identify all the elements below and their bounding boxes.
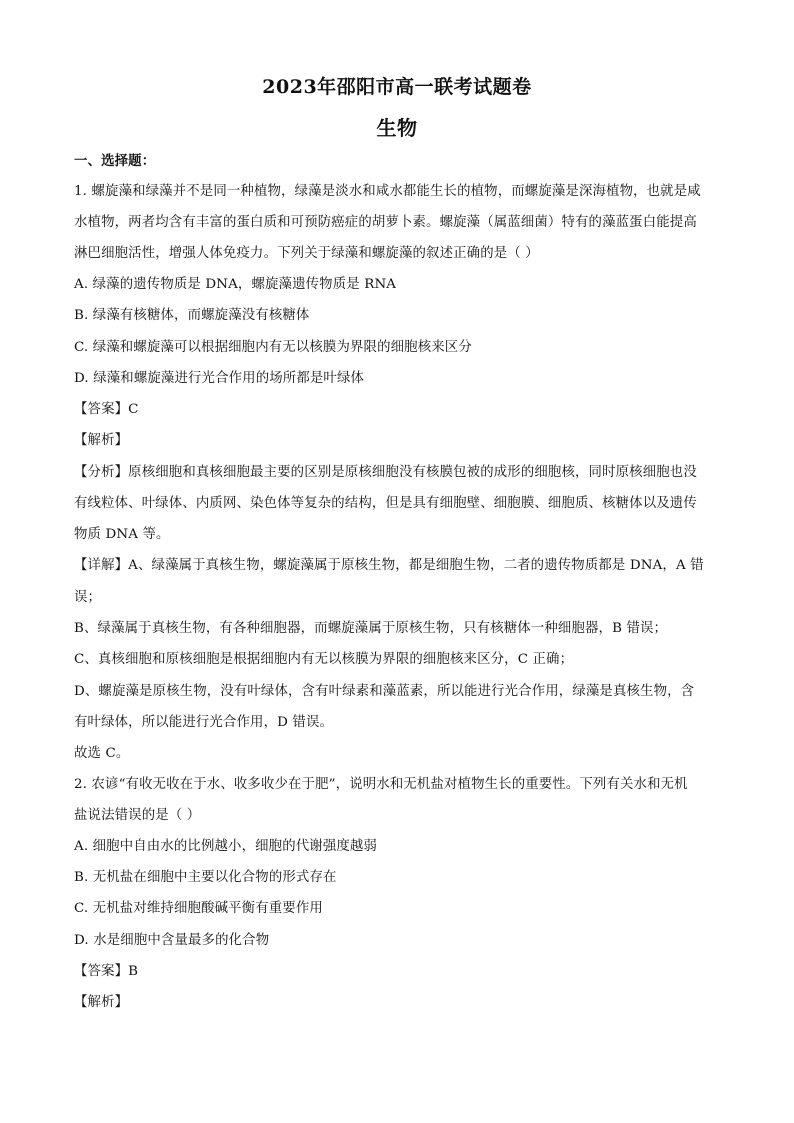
q2-analysis-label: 【解析】 bbox=[74, 995, 129, 1010]
q2-stem-line-1: 2. 农谚“有收无收在于水、收多收少在于肥”，说明水和无机盐对植物生长的重要性。下列有关水和无机 bbox=[74, 777, 688, 792]
exam-title: 2023年邵阳市高一联考试题卷 bbox=[262, 76, 532, 98]
q1-detail-b: B、绿藻属于真核生物，有各种细胞器，而螺旋藻属于原核生物，只有核糖体一种细胞器，B 错误； bbox=[74, 621, 668, 636]
q1-detail-line-1: 【详解】A、绿藻属于真核生物，螺旋藻属于原核生物，都是细胞生物，二者的遗传物质都是 DNA，A 错 bbox=[74, 558, 704, 573]
q2-option-a: A. 细胞中自由水的比例越小，细胞的代谢强度越弱 bbox=[74, 839, 377, 854]
q1-detail-line-2: 误； bbox=[74, 590, 102, 605]
q2-answer: 【答案】B bbox=[74, 964, 139, 979]
q1-stem-line-3: 淋巴细胞活性，增强人体免疫力。下列关于绿藻和螺旋藻的叙述正确的是（ ） bbox=[74, 246, 539, 261]
q1-analysis-label: 【解析】 bbox=[74, 433, 129, 448]
q1-detail-c: C、真核细胞和原核细胞是根据细胞内有无以核膜为界限的细胞核来区分，C 正确； bbox=[74, 652, 574, 667]
q1-analysis-line-3: 物质 DNA 等。 bbox=[74, 527, 170, 542]
q1-detail-d-line-1: D、螺旋藻是原核生物，没有叶绿体，含有叶绿素和藻蓝素，所以能进行光合作用，绿藻是真核生物，含 bbox=[74, 684, 695, 699]
q1-option-c: C. 绿藻和螺旋藻可以根据细胞内有无以核膜为界限的细胞核来区分 bbox=[74, 340, 472, 355]
q1-conclusion: 故选 C。 bbox=[74, 746, 130, 761]
subject-title: 生物 bbox=[376, 116, 418, 140]
q2-option-b: B. 无机盐在细胞中主要以化合物的形式存在 bbox=[74, 870, 337, 885]
q2-stem-line-2: 盐说法错误的是（ ） bbox=[74, 808, 201, 823]
q1-stem-line-1: 1. 螺旋藻和绿藻并不是同一种植物，绿藻是淡水和咸水都能生长的植物，而螺旋藻是深海植物，也就是咸 bbox=[74, 184, 701, 199]
q1-detail-d-line-2: 有叶绿体，所以能进行光合作用，D 错误。 bbox=[74, 715, 334, 730]
q2-option-c: C. 无机盐对维持细胞酸碱平衡有重要作用 bbox=[74, 901, 323, 916]
q1-stem-line-2: 水植物，两者均含有丰富的蛋白质和可预防癌症的胡萝卜素。螺旋藻（属蓝细菌）特有的藻蓝蛋白能提高 bbox=[74, 215, 697, 230]
q2-option-d: D. 水是细胞中含量最多的化合物 bbox=[74, 933, 270, 948]
q1-analysis-line-1: 【分析】原核细胞和真核细胞最主要的区别是原核细胞没有核膜包被的成形的细胞核，同时原核细胞也没 bbox=[74, 465, 697, 480]
q1-option-a: A. 绿藻的遗传物质是 DNA，螺旋藻遗传物质是 RNA bbox=[74, 277, 397, 292]
q1-option-d: D. 绿藻和螺旋藻进行光合作用的场所都是叶绿体 bbox=[74, 371, 365, 386]
q1-analysis-line-2: 有线粒体、叶绿体、内质网、染色体等复杂的结构，但是具有细胞壁、细胞膜、细胞质、核糖体以及遗传 bbox=[74, 496, 697, 511]
section-heading: 一、选择题： bbox=[74, 153, 156, 169]
q1-option-b: B. 绿藻有核糖体，而螺旋藻没有核糖体 bbox=[74, 308, 310, 323]
q1-answer: 【答案】C bbox=[74, 402, 139, 417]
